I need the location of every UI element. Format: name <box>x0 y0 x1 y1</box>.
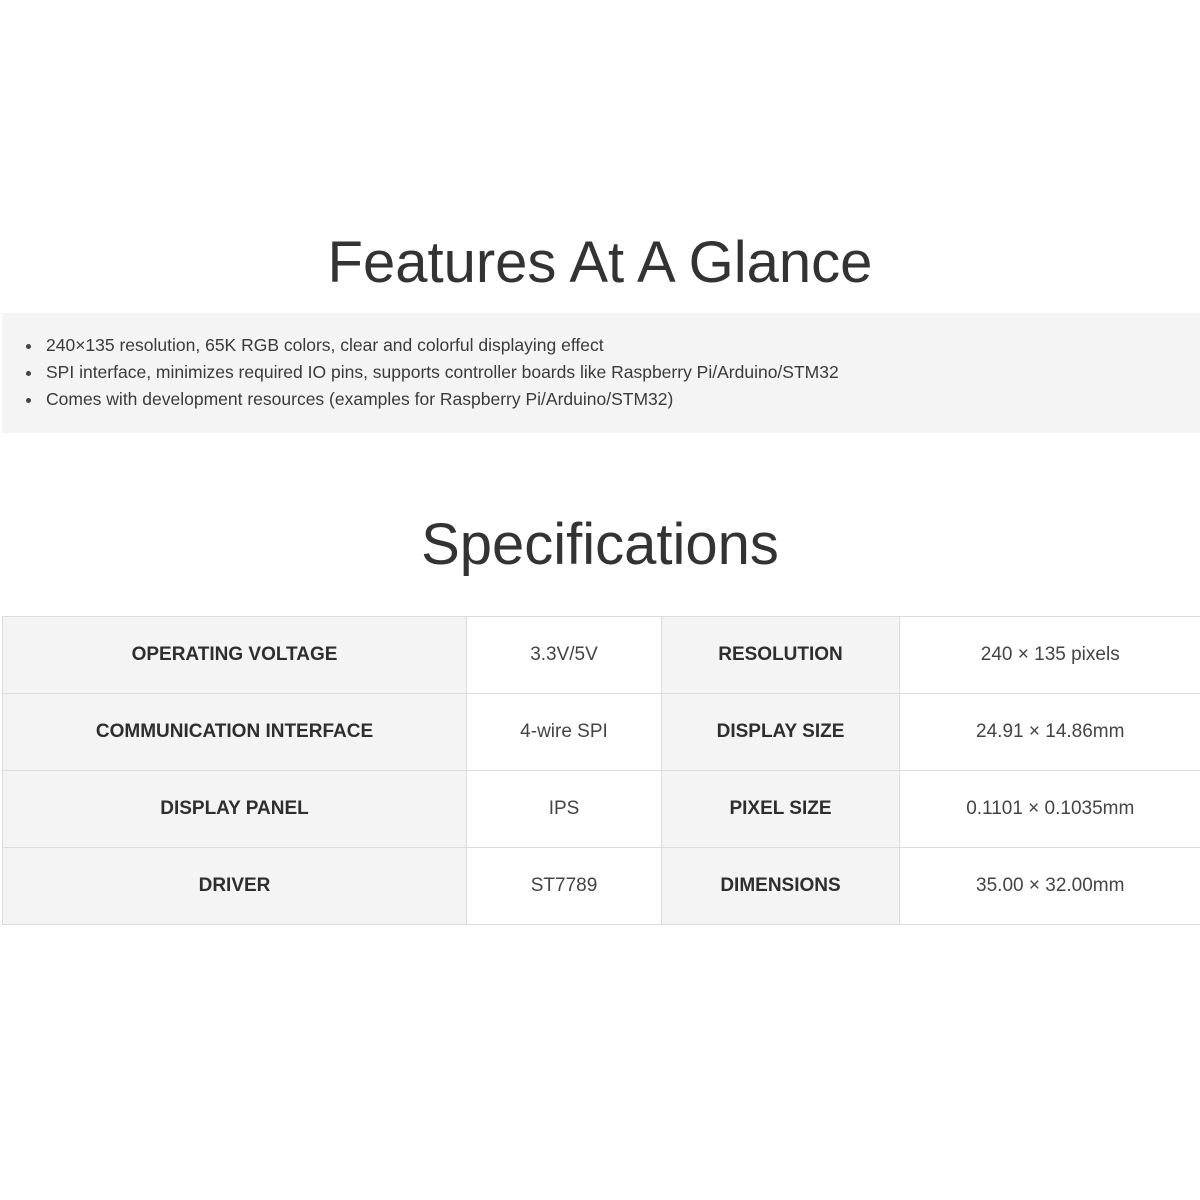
feature-item: 240×135 resolution, 65K RGB colors, clear and colorful displaying effect <box>24 332 839 359</box>
spec-value: ST7789 <box>467 848 662 925</box>
spec-value: 0.1101 × 0.1035mm <box>900 771 1200 848</box>
spec-key: RESOLUTION <box>662 617 900 694</box>
spec-value: IPS <box>467 771 662 848</box>
features-box <box>2 313 1200 433</box>
spec-value: 24.91 × 14.86mm <box>900 694 1200 771</box>
spec-value: 240 × 135 pixels <box>900 617 1200 694</box>
spec-row <box>3 617 1200 694</box>
spec-value: 35.00 × 32.00mm <box>900 848 1200 925</box>
specifications-table <box>2 616 1200 925</box>
spec-row <box>3 848 1200 925</box>
spec-key: DISPLAY PANEL <box>3 771 467 848</box>
features-list <box>24 332 839 413</box>
spec-row <box>3 771 1200 848</box>
spec-key: DISPLAY SIZE <box>662 694 900 771</box>
specifications-title: Specifications <box>421 512 779 577</box>
spec-value: 3.3V/5V <box>467 617 662 694</box>
spec-key: DRIVER <box>3 848 467 925</box>
feature-item: SPI interface, minimizes required IO pins, supports controller boards like Raspberry Pi/Arduino/STM32 <box>24 359 839 386</box>
spec-key: OPERATING VOLTAGE <box>3 617 467 694</box>
spec-row <box>3 694 1200 771</box>
spec-key: PIXEL SIZE <box>662 771 900 848</box>
features-title: Features At A Glance <box>327 230 873 295</box>
feature-item: Comes with development resources (examples for Raspberry Pi/Arduino/STM32) <box>24 386 839 413</box>
spec-value: 4-wire SPI <box>467 694 662 771</box>
spec-key: DIMENSIONS <box>662 848 900 925</box>
spec-key: COMMUNICATION INTERFACE <box>3 694 467 771</box>
